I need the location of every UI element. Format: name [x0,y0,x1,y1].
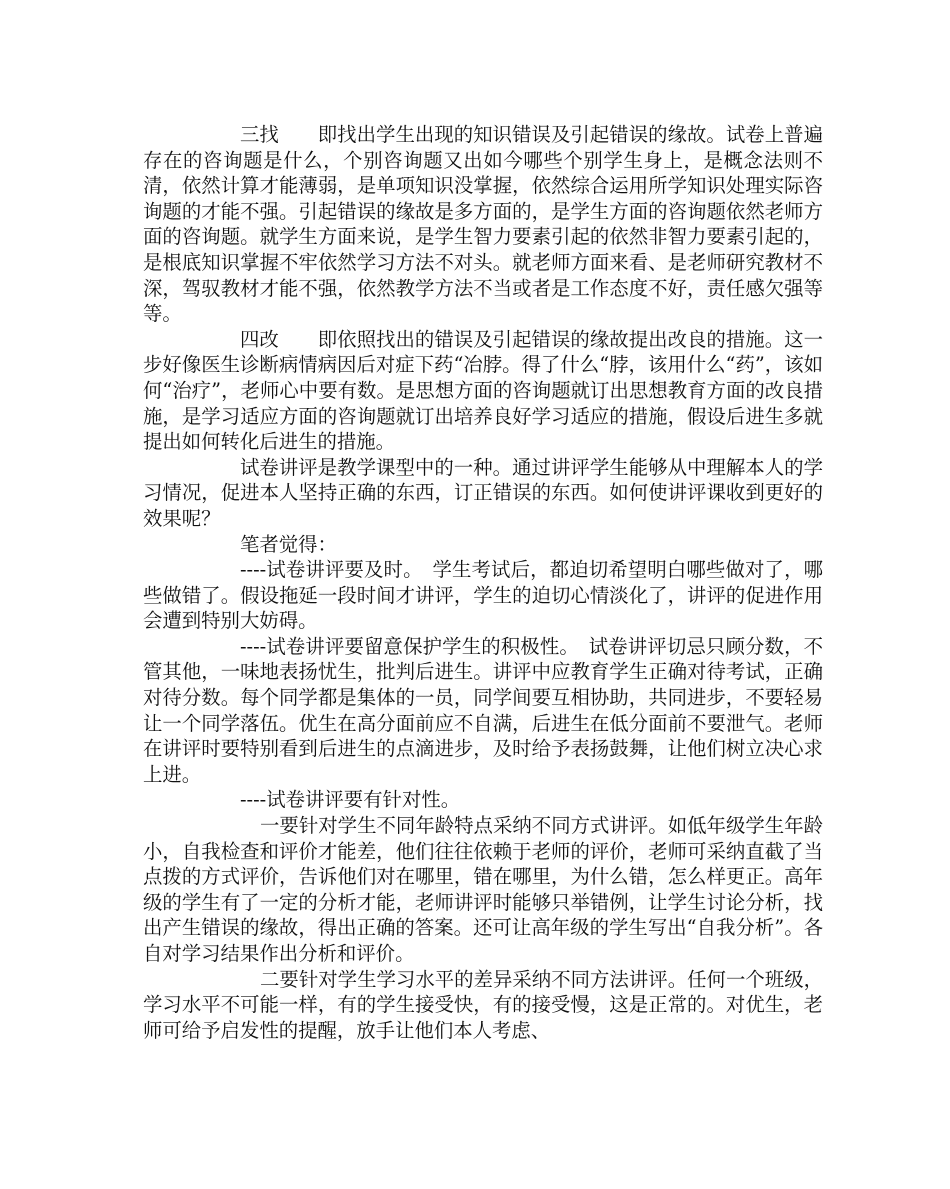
paragraph-er-yao: 二要针对学生学习水平的差异采纳不同方法讲评。任何一个班级，学习水平不可能一样，有的学生接受快，有的接受慢，这是正常的。对优生，老师可给予启发性的提醒，放手让他们本人考虑、 [143,967,823,1042]
paragraph-si-gai: 四改 即依照找出的错误及引起错误的缘故提出改良的措施。这一步好像医生诊断病情病因后对症下药“冶脖。得了什么“脖，该用什么“药”，该如何“治疗”，老师心中要有数。是思想方面的咨询题就订出思想教育方面的改良措施，是学习适应方面的咨询题就订出培养良好学习适应的措施，假设后进生多就提出如何转化后进生的措施。 [143,327,823,454]
paragraph-jijixing: ----试卷讲评要留意保护学生的积极性。 试卷讲评切忌只顾分数，不管其他，一味地表扬忧生，批判后进生。讲评中应教育学生正确对待考试，正确对待分数。每个同学都是集体的一员，同学间要互相协助，共同进步，不要轻易让一个同学落伍。优生在高分面前应不自满，后进生在低分面前不要泄气。老师在讲评时要特别看到后进生的点滴进步，及时给予表扬鼓舞，让他们树立决心求上进。 [143,634,823,786]
paragraph-yi-yao: 一要针对学生不同年龄特点采纳不同方式讲评。如低年级学生年龄小，自我检查和评价才能差，他们往往依赖于老师的评价，老师可采纳直截了当点拨的方式评价，告诉他们对在哪里，错在哪里，为什么错，怎么样更正。高年级的学生有了一定的分析才能，老师讲评时能够只举错例，让学生讨论分析，找出产生错误的缘故，得出正确的答案。还可让高年级的学生写出“自我分析”。各自对学习结果作出分析和评价。 [143,814,823,965]
paragraph-jishi: ----试卷讲评要及时。 学生考试后，都迫切希望明白哪些做对了，哪些做错了。假设拖延一段时间才讲评，学生的迫切心情淡化了，讲评的促进作用会遭到特别大妨碍。 [143,558,823,633]
paragraph-bizhe-juede: 笔者觉得： [240,532,337,556]
paragraph-san-zhao: 三找 即找出学生出现的知识错误及引起错误的缘故。试卷上普遍存在的咨询题是什么，个别咨询题又出如今哪些个别学生身上，是概念法则不清，依然计算才能薄弱，是单项知识没掌握，依然综合运用所学知识处理实际咨询题的才能不强。引起错误的缘故是多方面的，是学生方面的咨询题依然老师方面的咨询题。就学生方面来说，是学生智力要素引起的依然非智力要素引起的，是根底知识掌握不牢依然学习方法不对头。就老师方面来看、是老师研究教材不深，驾驭教材才能不强，依然教学方法不当或者是工作态度不好，责任感欠强等等。 [143,123,823,326]
paragraph-shijuan-jiangping-intro: 试卷讲评是教学课型中的一种。通过讲评学生能够从中理解本人的学习情况，促进本人坚持正确的东西，订正错误的东西。如何使讲评课收到更好的效果呢？ [143,455,823,530]
document-page [143,122,823,1043]
paragraph-zhenduixing-heading: ----试卷讲评要有针对性。 [240,788,461,812]
